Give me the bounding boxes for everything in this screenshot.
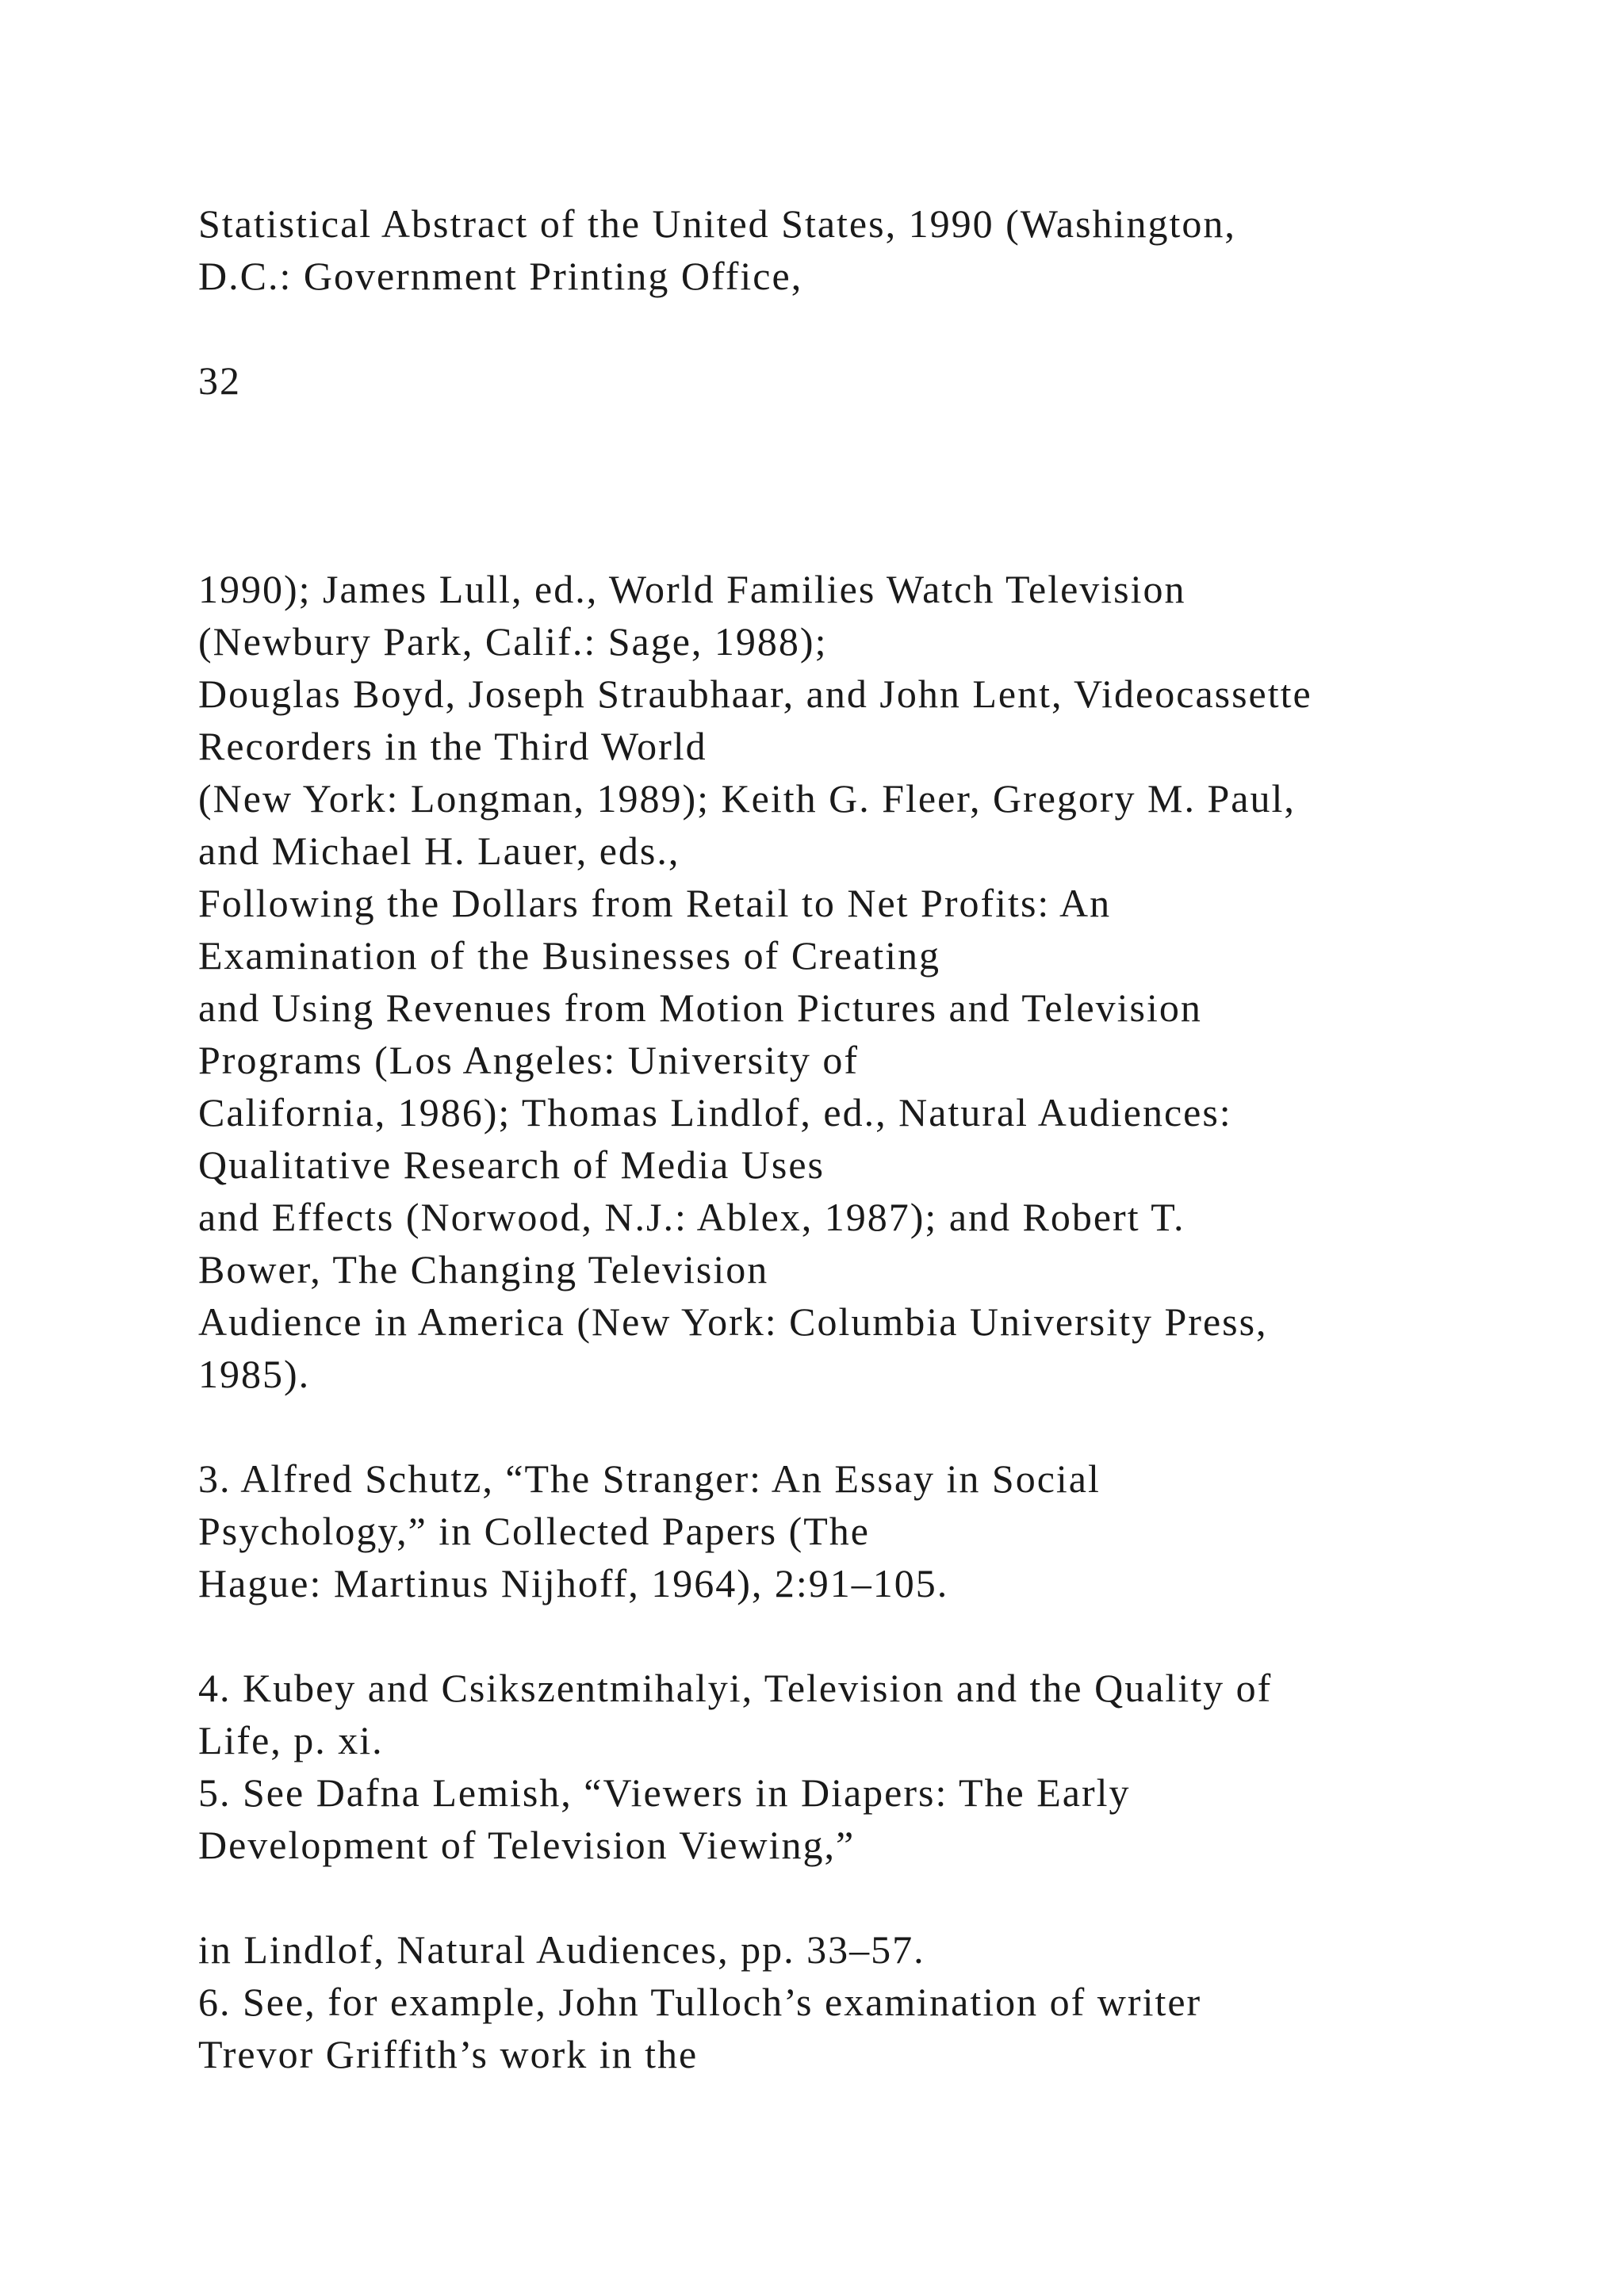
text-line: Douglas Boyd, Joseph Straubhaar, and John Lent, Videocassette	[198, 672, 1312, 716]
text-line: 6. See, for example, John Tulloch’s examination of writer	[198, 1980, 1202, 2024]
text-line: Psychology,” in Collected Papers (The	[198, 1509, 870, 1553]
text-line: Qualitative Research of Media Uses	[198, 1142, 825, 1187]
page-number: 32	[198, 358, 241, 403]
text-line: Statistical Abstract of the United States, 1990 (Washington,	[198, 201, 1236, 246]
text-line: and Michael H. Lauer, eds.,	[198, 828, 680, 873]
text-line: Bower, The Changing Television	[198, 1247, 769, 1292]
text-line: Recorders in the Third World	[198, 724, 707, 768]
text-line: 3. Alfred Schutz, “The Stranger: An Essay in Social	[198, 1456, 1101, 1501]
text-line: Hague: Martinus Nijhoff, 1964), 2:91–105.	[198, 1561, 949, 1605]
text-line: 4. Kubey and Csikszentmihalyi, Television and the Quality of	[198, 1666, 1273, 1710]
text-line: (Newbury Park, Calif.: Sage, 1988);	[198, 619, 828, 664]
text-line: Trevor Griffith’s work in the	[198, 2032, 699, 2076]
text-line: 5. See Dafna Lemish, “Viewers in Diapers: The Early	[198, 1770, 1131, 1815]
text-line: and Using Revenues from Motion Pictures and Television	[198, 985, 1202, 1030]
text-line: 1990); James Lull, ed., World Families Watch Television	[198, 567, 1186, 611]
text-line: (New York: Longman, 1989); Keith G. Fleer, Gregory M. Paul,	[198, 776, 1296, 821]
text-line: Examination of the Businesses of Creating	[198, 933, 941, 978]
text-line: California, 1986); Thomas Lindlof, ed., Natural Audiences:	[198, 1090, 1232, 1135]
text-line: Following the Dollars from Retail to Net Profits: An	[198, 881, 1112, 925]
text-line: Life, p. xi.	[198, 1718, 384, 1762]
text-line: and Effects (Norwood, N.J.: Ablex, 1987); and Robert T.	[198, 1195, 1185, 1239]
text-line: in Lindlof, Natural Audiences, pp. 33–57.	[198, 1927, 925, 1972]
text-line: D.C.: Government Printing Office,	[198, 254, 803, 298]
text-line: 1985).	[198, 1352, 311, 1396]
text-line: Programs (Los Angeles: University of	[198, 1038, 860, 1082]
text-line: Audience in America (New York: Columbia University Press,	[198, 1299, 1268, 1344]
text-line: Development of Television Viewing,”	[198, 1823, 856, 1867]
